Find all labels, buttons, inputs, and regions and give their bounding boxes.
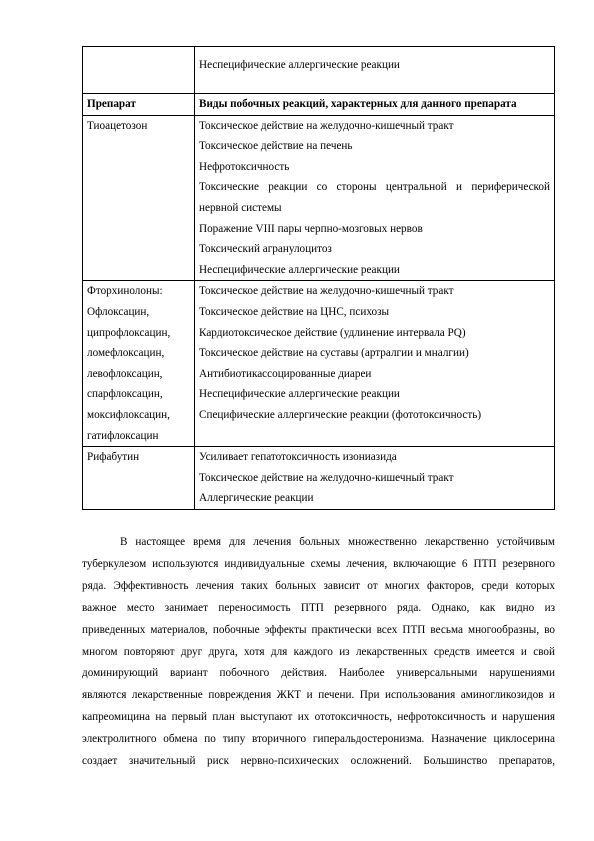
- effect-line: Усиливает гепатотоксичность изониазида: [199, 451, 397, 464]
- paragraph-line: ряда. Эффективность лечения таких больных зависит от многих факторов, среди которых: [82, 579, 555, 592]
- table-row: [83, 115, 555, 281]
- effect-line: Антибиотикассоцированные диареи: [199, 367, 372, 380]
- drug-line: левофлоксацин,: [87, 367, 163, 380]
- header-effects: Виды побочных реакций, характерных для данного препарата: [195, 94, 555, 116]
- paragraph-line: В настоящее время для лечения больных множественно лекарственно устойчивым: [120, 536, 555, 548]
- drug-line: моксифлоксацин,: [87, 408, 170, 421]
- drug-line: ципрофлоксацин,: [87, 326, 171, 339]
- effect-line: Нефротоксичность: [199, 160, 290, 173]
- effect-line: Токсическое действие на печень: [199, 140, 353, 153]
- paragraph-line: туберкулезом используются индивидуальные схемы лечения, включающие 6 ПТП резервного: [82, 557, 555, 570]
- effect-line: Токсическое действие на суставы (артралгии и мналгии): [199, 347, 469, 360]
- effects-cell: [195, 281, 555, 447]
- drug-line: Офлоксацин,: [87, 305, 150, 318]
- drug-line: гатифлоксацин: [87, 429, 159, 442]
- paragraph-line: приведенных материалов, побочные эффекты практически всех ПТП весьма многообразны, во: [82, 623, 555, 636]
- continuation-drug-cell: [83, 47, 195, 94]
- effect-line: Токсическое действие на ЦНС, психозы: [199, 305, 390, 318]
- continuation-effects-cell: [195, 47, 555, 94]
- drug-cell: [83, 281, 195, 447]
- paragraph-line: являются лекарственные повреждения ЖКТ и печени. При использования аминогликозидов и: [82, 689, 555, 702]
- effect-line: Неспецифические аллергические реакции: [199, 263, 400, 276]
- effect-line: Неспецифические аллергические реакции: [199, 59, 400, 71]
- paragraph-line: создает значительный риск нервно-психических осложнений. Большинство препаратов,: [82, 755, 555, 768]
- paragraph-line: важное место занимает переносимость ПТП резервного ряда. Однако, как видно из: [82, 601, 555, 614]
- effect-line: Токсическое действие на желудочно-кишечный тракт: [199, 119, 454, 132]
- drug-line: ломефлоксацин,: [87, 347, 165, 360]
- effect-line: Токсическое действие на желудочно-кишечный тракт: [199, 285, 454, 298]
- side-effects-table: [82, 46, 555, 510]
- effect-line: Токсические реакции со стороны центральной и периферической нервной системы: [199, 181, 550, 214]
- paragraph-line: электролитного обмена по типу вторичного гиперальдостеронизма. Назначение циклосерина: [82, 733, 555, 746]
- drug-line: Рифабутин: [87, 451, 140, 464]
- effects-cell: [195, 447, 555, 510]
- effect-line: Кардиотоксическое действие (удлинение интервала PQ): [199, 326, 466, 339]
- effect-line: Токсический агранулоцитоз: [199, 243, 332, 256]
- body-paragraph: [82, 532, 555, 773]
- effect-line: Поражение VIII пары черпно-мозговых нервов: [199, 222, 423, 235]
- header-drug: Препарат: [83, 94, 195, 116]
- table-header-row: [83, 94, 555, 116]
- effect-line: Аллергические реакции: [199, 492, 314, 505]
- drug-line: Фторхинолоны:: [87, 285, 163, 298]
- effect-line: Токсическое действие на желудочно-кишечный тракт: [199, 471, 454, 484]
- effect-line: Неспецифические аллергические реакции: [199, 388, 400, 401]
- paragraph-line: доминирующий вариант побочного действия. Наиболее универсальными нарушениями: [82, 667, 555, 680]
- effect-line: Специфические аллергические реакции (фототоксичность): [199, 408, 482, 421]
- drug-cell: [83, 447, 195, 510]
- paragraph-line: капреомицина на первый план выступают их ототоксичность, нефротоксичность и нарушения: [82, 711, 555, 724]
- table-row: [83, 281, 555, 447]
- table-row: [83, 447, 555, 510]
- drug-line: спарфлоксацин,: [87, 388, 163, 401]
- continuation-row: [83, 47, 555, 94]
- paragraph-line: многом повторяют друг друга, хотя для каждого из лекарственных средств имеется и свой: [82, 645, 555, 658]
- drug-line: Тиоацетозон: [87, 119, 148, 132]
- drug-cell: [83, 115, 195, 281]
- effects-cell: [195, 115, 555, 281]
